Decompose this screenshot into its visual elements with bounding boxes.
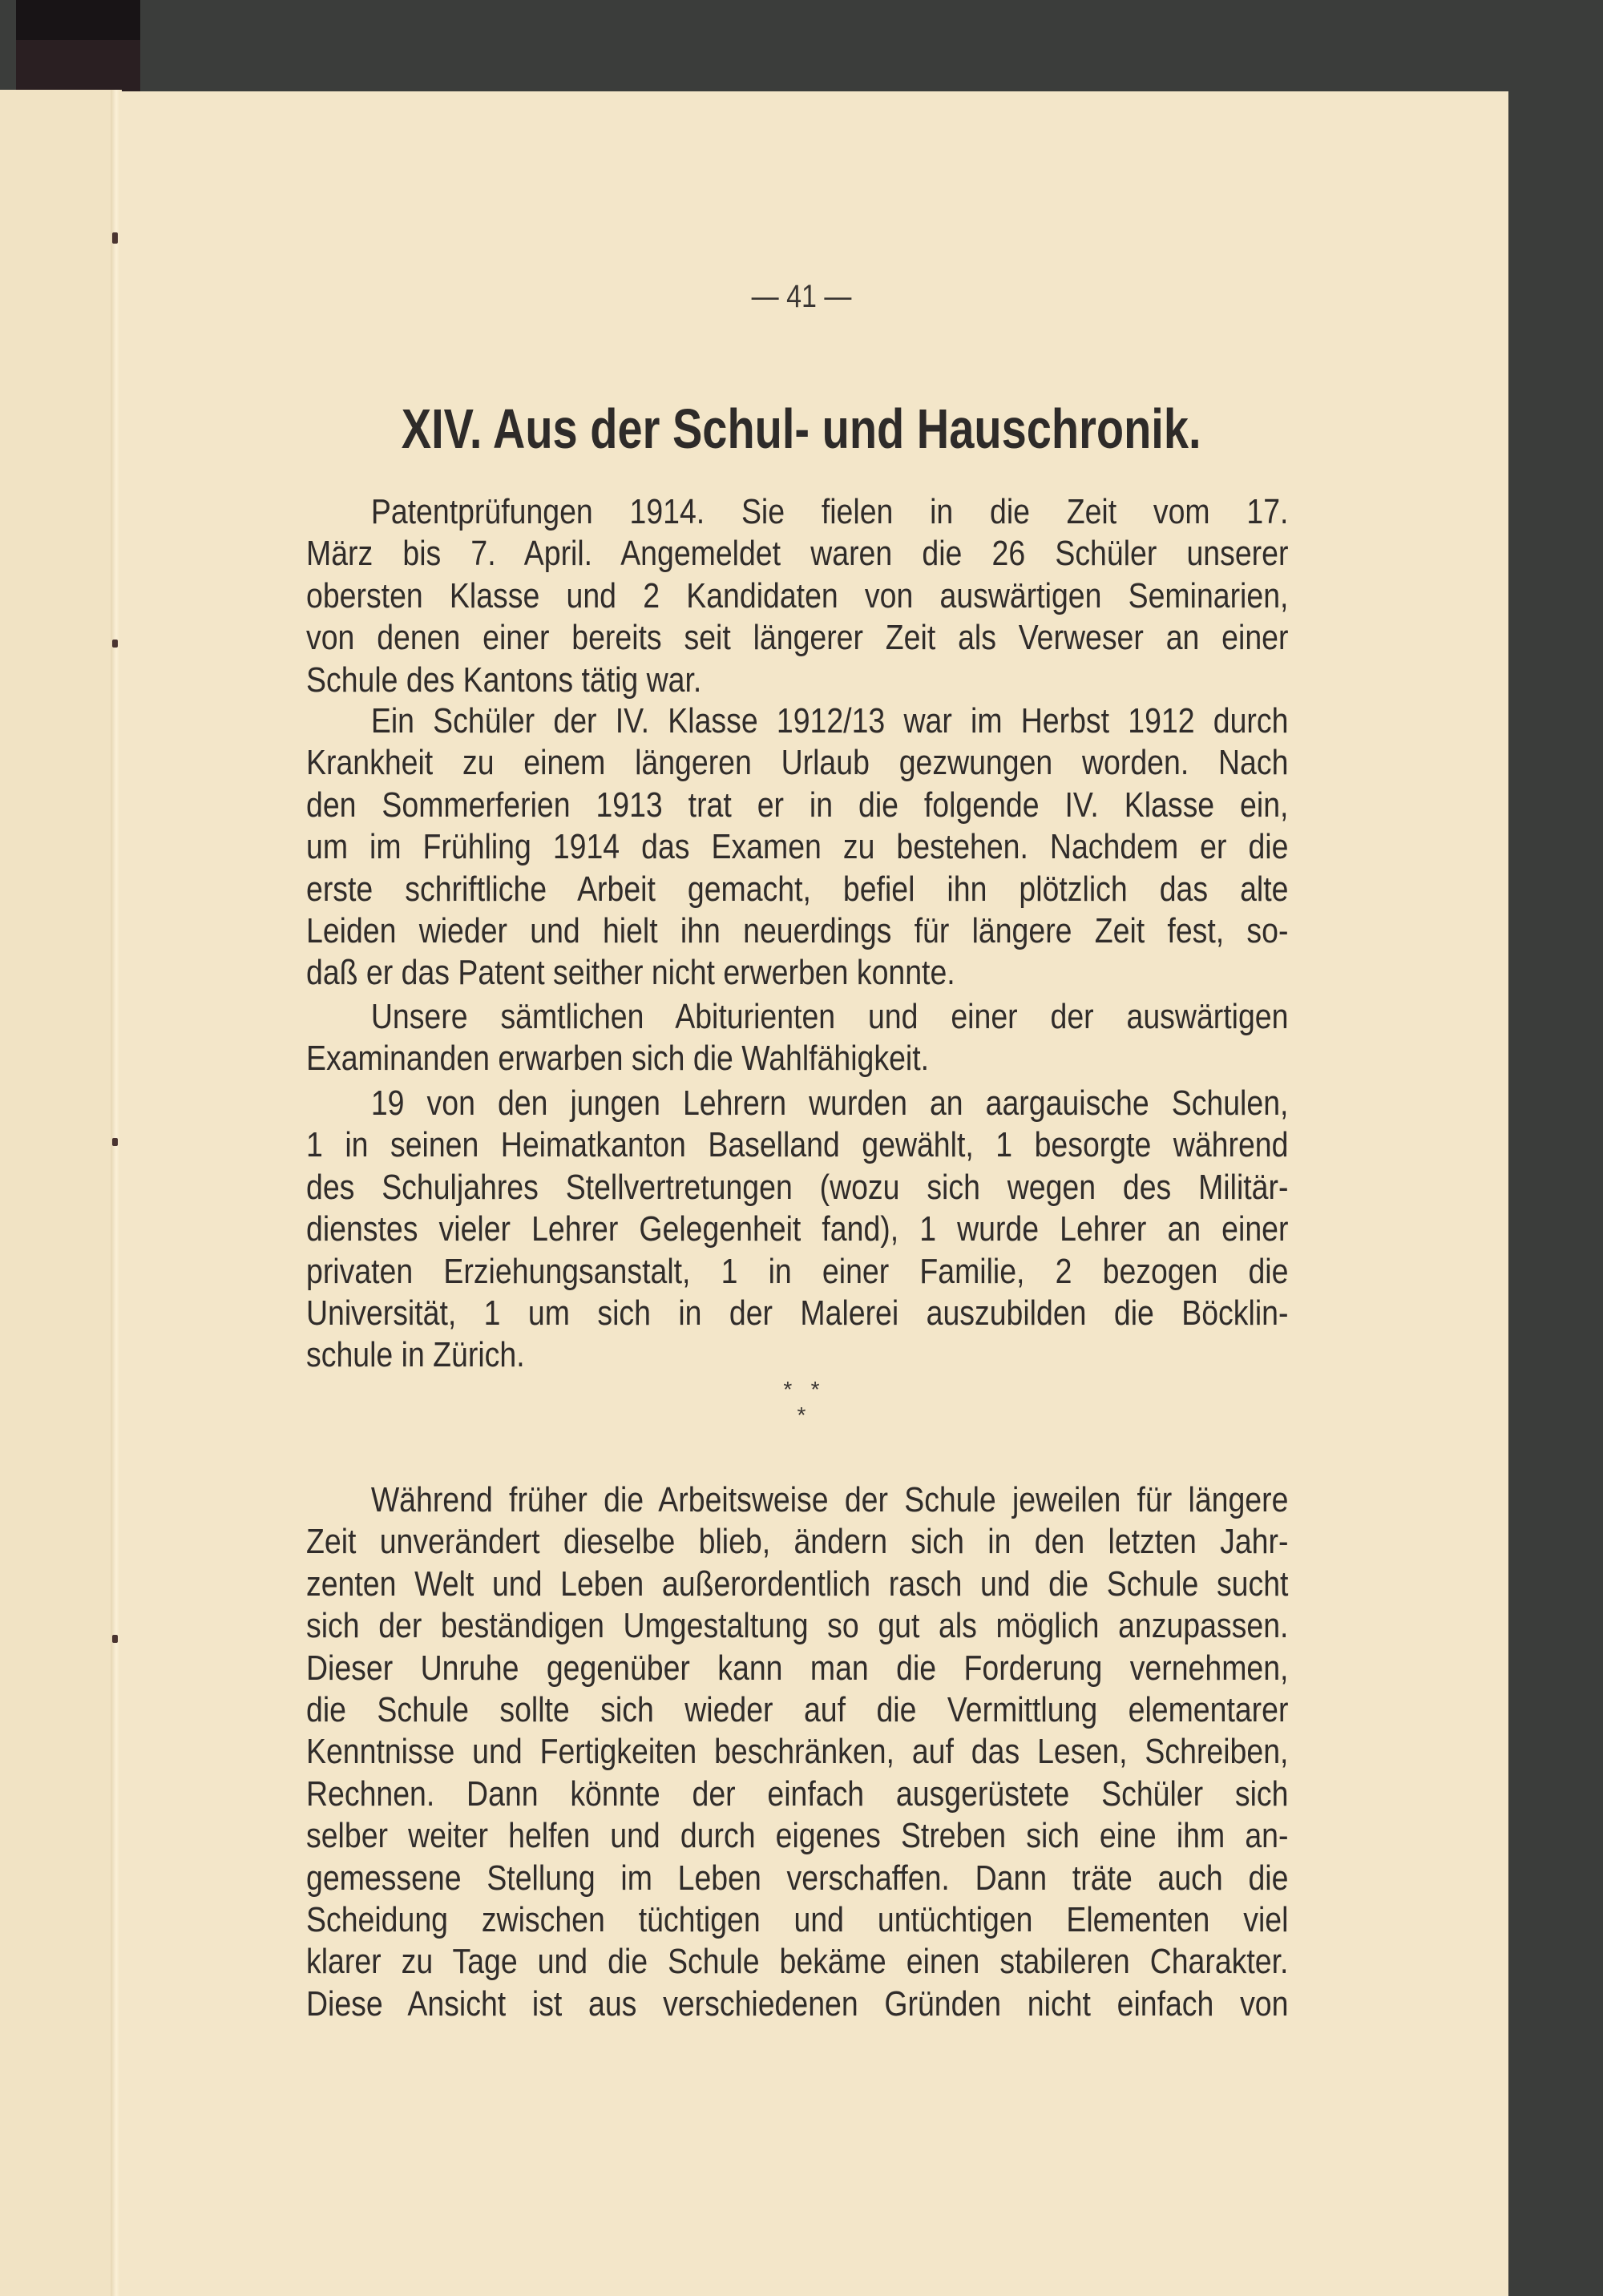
text-line: obersten Klasse und 2 Kandidaten von auswärtigen Seminarien, [306, 575, 1289, 615]
text-line: erste schriftliche Arbeit gemacht, befiel ihn plötzlich das alte [306, 869, 1289, 909]
text-line: selber weiter helfen und durch eigenes Streben sich eine ihm an- [306, 1816, 1289, 1856]
page-number: — 41 — [751, 279, 852, 314]
text-line: 19 von den jungen Lehrern wurden an aargauische Schulen, [370, 1083, 1289, 1123]
text-line: Während früher die Arbeitsweise der Schule jeweilen für längere [370, 1480, 1289, 1519]
text-line: März bis 7. April. Angemeldet waren die 26 Schüler unserer [306, 534, 1289, 574]
paragraph [306, 491, 1288, 701]
paragraph [306, 996, 1288, 1080]
text-line: schule in Zürich. [306, 1335, 525, 1375]
text-line: Examinanden erwarben sich die Wahlfähigkeit. [306, 1039, 930, 1079]
text-line: dienstes vieler Lehrer Gelegenheit fand), 1 wurde Lehrer an einer [306, 1209, 1289, 1249]
text-line: Universität, 1 um sich in der Malerei auszubilden die Böcklin- [306, 1293, 1289, 1333]
text-line: gemessene Stellung im Leben verschaffen. Dann träte auch die [306, 1858, 1289, 1898]
text-line: Unsere sämtlichen Abiturienten und einer der auswärtigen [370, 997, 1289, 1036]
paragraph [306, 1479, 1288, 2025]
text-line: Kenntnisse und Fertigkeiten beschränken, auf das Lesen, Schreiben, [306, 1732, 1289, 1772]
text-line: die Schule sollte sich wieder auf die Vermittlung elementarer [306, 1689, 1289, 1729]
chapter-title: XIV. Aus der Schul- und Hauschronik. [402, 397, 1201, 460]
text-line: daß er das Patent seither nicht erwerben konnte. [306, 953, 955, 993]
text-line: den Sommerferien 1913 trat er in die folgende IV. Klasse ein, [306, 785, 1289, 825]
text-line: Patentprüfungen 1914. Sie fielen in die Zeit vom 17. [370, 492, 1289, 531]
text-line: Ein Schüler der IV. Klasse 1912/13 war im Herbst 1912 durch [370, 701, 1289, 740]
section-separator-top: * * [783, 1377, 820, 1402]
chapter-title-wrap [0, 397, 1603, 461]
text-line: des Schuljahres Stellvertretungen (wozu sich wegen des Militär- [306, 1167, 1289, 1207]
margin-mark [112, 640, 118, 648]
text-line: Dieser Unruhe gegenüber kann man die Forderung vernehmen, [306, 1648, 1289, 1688]
text-line: Schule des Kantons tätig war. [306, 660, 702, 700]
text-line: Zeit unverändert dieselbe blieb, ändern sich in den letzten Jahr- [306, 1522, 1289, 1562]
text-line: klarer zu Tage und die Schule bekäme einen stabileren Charakter. [306, 1942, 1289, 1982]
margin-mark [112, 232, 118, 244]
margin-mark [112, 1635, 118, 1643]
text-line: Rechnen. Dann könnte der einfach ausgerüstete Schüler sich [306, 1773, 1289, 1814]
text-line: 1 in seinen Heimatkanton Baselland gewählt, 1 besorgte während [306, 1125, 1289, 1165]
text-line: Diese Ansicht ist aus verschiedenen Gründen nicht einfach von [306, 1983, 1289, 2024]
paragraph [306, 1083, 1288, 1377]
text-line: Leiden wieder und hielt ihn neuerdings für längere Zeit fest, so- [306, 910, 1289, 950]
text-line: zenten Welt und Leben außerordentlich rasch und die Schule sucht [306, 1564, 1289, 1604]
text-line: von denen einer bereits seit längerer Zeit als Verweser an einer [306, 618, 1289, 658]
text-line: sich der beständigen Umgestaltung so gut als möglich anzupassen. [306, 1606, 1289, 1646]
text-line: privaten Erziehungsanstalt, 1 in einer Familie, 2 bezogen die [306, 1251, 1289, 1291]
paragraph [306, 700, 1288, 995]
section-separator-bottom: * [797, 1402, 806, 1427]
margin-mark [112, 1138, 118, 1146]
text-line: um im Frühling 1914 das Examen zu bestehen. Nachdem er die [306, 827, 1289, 867]
text-line: Krankheit zu einem längeren Urlaub gezwungen worden. Nach [306, 743, 1289, 783]
book-binding-shadow [16, 0, 140, 40]
text-line: Scheidung zwischen tüchtigen und untüchtigen Elementen viel [306, 1899, 1289, 1939]
